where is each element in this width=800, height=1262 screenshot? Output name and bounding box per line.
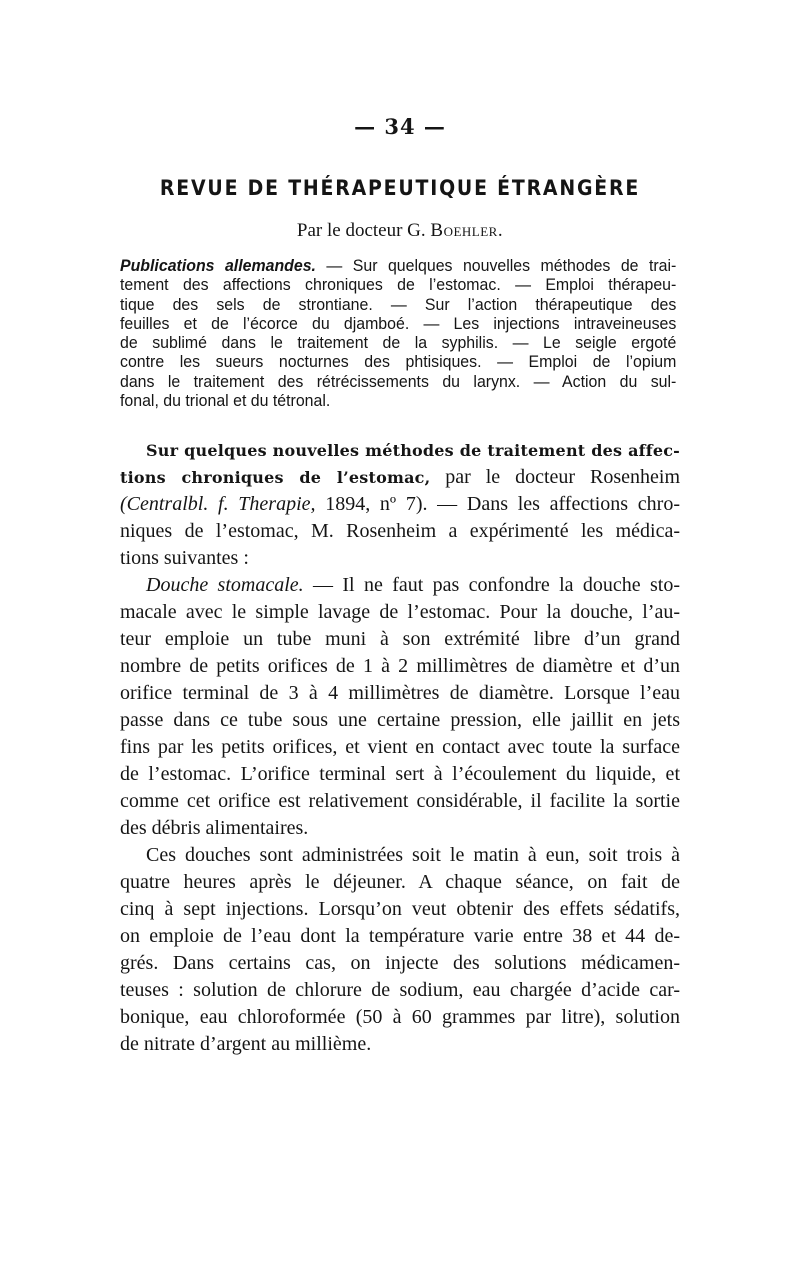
- byline-author: Boehler.: [430, 220, 504, 241]
- summary-line: tique des sels de strontiane. — Sur l’action thérapeutique des: [120, 294, 677, 314]
- article-author: par le docteur Rosenheim: [430, 466, 681, 488]
- paragraph-line: Ces douches sont administrées soit le matin à eun, soit trois à: [146, 844, 680, 866]
- paragraph-line: bonique, eau chloroformée (50 à 60 grammes par litre), solution: [120, 1006, 680, 1028]
- paragraph-line: teur emploie un tube muni à son extrémité libre d’un grand: [120, 628, 680, 650]
- journal-title: REVUE DE THÉRAPEUTIQUE ÉTRANGÈRE: [159, 176, 641, 200]
- summary-line: feuilles et de l’écorce du djamboé. — Les injections intraveineuses: [120, 313, 677, 333]
- article-line: [120, 491, 680, 518]
- paragraph-line: grés. Dans certains cas, on injecte des solutions médicamen-: [120, 952, 680, 974]
- summary-line: [120, 256, 676, 275]
- paragraph-line: on emploie de l’eau dont la température varie entre 38 et 44 de-: [120, 925, 680, 947]
- summary-heading: Publications allemandes.: [120, 256, 316, 275]
- paragraph-line: [120, 572, 680, 599]
- summary-line: de sublimé dans le traitement de la syphilis. — Le seigle ergoté: [120, 333, 677, 353]
- article-title-line: [120, 437, 680, 464]
- paragraph-text: — Il ne faut pas confondre la douche sto-: [303, 574, 680, 596]
- summary-block: [120, 256, 676, 410]
- summary-text: — Sur quelques nouvelles méthodes de trai-: [315, 256, 677, 275]
- sub-heading: Douche stomacale.: [146, 574, 304, 596]
- paragraph-line: de l’estomac. L’orifice terminal sert à l’écoulement du liquide, et: [120, 763, 680, 785]
- summary-line: contre les sueurs nocturnes des phtisiques. — Emploi de l’opium: [120, 352, 677, 372]
- paragraph-line: teuses : solution de chlorure de sodium, eau chargée d’acide car-: [120, 979, 680, 1001]
- article-body: [120, 437, 680, 1058]
- summary-line: fonal, du trional et du tétronal.: [120, 391, 331, 411]
- paragraph-line: des débris alimentaires.: [120, 817, 309, 839]
- summary-line: dans le traitement des rétrécissements du larynx. — Action du sul-: [120, 371, 677, 391]
- paragraph-line: macale avec le simple lavage de l’estomac. Pour la douche, l’au-: [120, 601, 680, 623]
- paragraph-line: quatre heures après le déjeuner. A chaque séance, on fait de: [120, 871, 680, 893]
- page-number: — 34 —: [354, 114, 446, 139]
- article-title: Sur quelques nouvelles méthodes de traitement des affec-: [146, 441, 680, 460]
- paragraph-line: de nitrate d’argent au millième.: [120, 1033, 372, 1055]
- paragraph-line: cinq à sept injections. Lorsqu’on veut obtenir des effets sédatifs,: [120, 898, 680, 920]
- article-line: niques de l’estomac, M. Rosenheim a expérimenté les médica-: [120, 520, 680, 542]
- article-line: tions suivantes :: [120, 547, 249, 569]
- paragraph-line: fins par les petits orifices, et vient en contact avec toute la surface: [120, 736, 680, 758]
- article-line: [120, 464, 680, 491]
- byline-prefix: Par le docteur G.: [296, 220, 431, 241]
- paragraph-line: nombre de petits orifices de 1 à 2 millimètres de diamètre et d’un: [120, 655, 680, 677]
- citation: (Centralbl. f. Therapie,: [120, 493, 316, 515]
- citation-rest: 1894, nº 7). — Dans les affections chro-: [315, 493, 680, 515]
- paragraph-line: orifice terminal de 3 à 4 millimètres de diamètre. Lorsque l’eau: [120, 682, 680, 704]
- summary-line: tement des affections chroniques de l’estomac. — Emploi thérapeu-: [120, 275, 677, 295]
- article-title-continued: tions chroniques de l’estomac,: [120, 468, 431, 487]
- paragraph-line: passe dans ce tube sous une certaine pression, elle jaillit en jets: [120, 709, 680, 731]
- paragraph-line: comme cet orifice est relativement considérable, il facilite la sortie: [120, 790, 680, 812]
- byline: [0, 220, 800, 242]
